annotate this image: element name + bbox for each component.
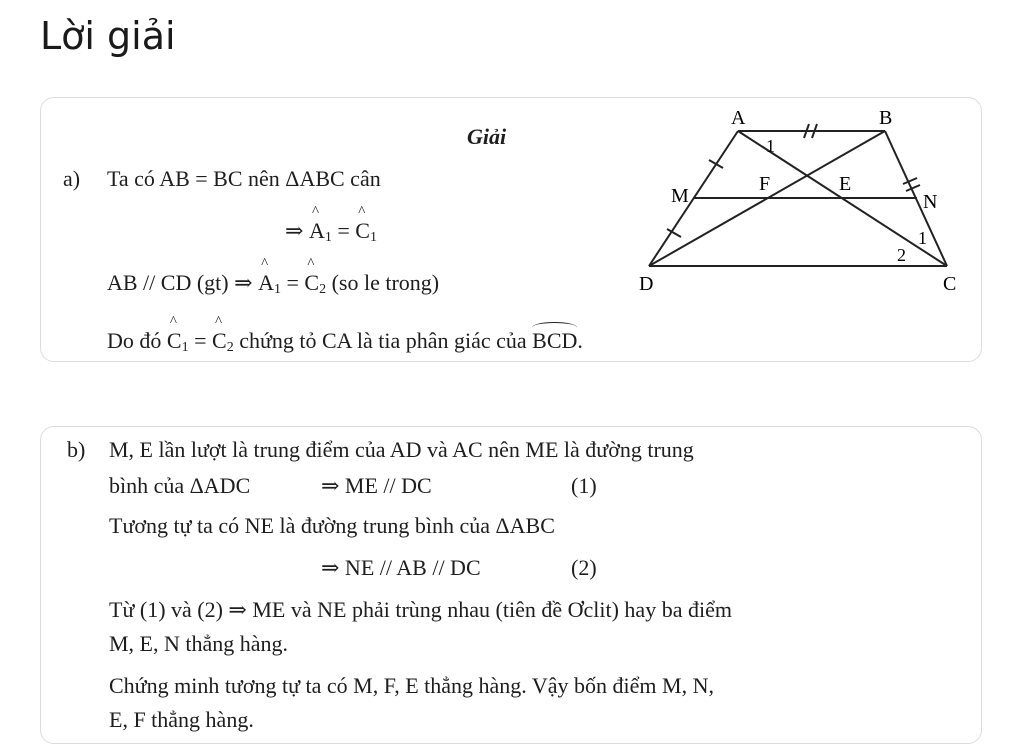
point-a-label: A [731, 107, 746, 129]
part-b-line7: Chứng minh tương tự ta có M, F, E thẳng hàng. Vậy bốn điểm M, N, [109, 673, 714, 698]
part-b-line3: Tương tự ta có NE là đường trung bình của ΔABC [109, 513, 555, 538]
part-a-line4: Do đó ^ $C_1$ = ^ $C_2$ chứng tỏ CA là tia phân giác của BCD. [107, 328, 583, 356]
point-c-label: C [943, 273, 957, 294]
solution-card-a [40, 97, 982, 362]
part-b-line5: Từ (1) và (2) ⇒ ME và NE phải trùng nhau (tiên đề Ơclit) hay ba điểm [109, 597, 732, 622]
part-b-line8: E, F thẳng hàng. [109, 707, 254, 732]
page-title: Lời giải [40, 14, 176, 58]
point-e-label: E [839, 173, 852, 195]
point-d-label: D [639, 273, 654, 294]
part-b-label: b) [67, 437, 86, 462]
solution-card-b [40, 426, 982, 744]
part-b-line6: M, E, N thẳng hàng. [109, 631, 289, 656]
angle-c1-mark: 1 [918, 228, 927, 248]
angle-a1-mark: 1 [766, 136, 775, 156]
point-f-label: F [759, 173, 771, 195]
angle-c2-mark: 2 [897, 245, 906, 265]
part-b-line2: bình của ΔADC [109, 473, 251, 498]
point-b-label: B [879, 107, 893, 129]
part-a-line1: Ta có AB = BC nên ΔABC cân [107, 166, 381, 191]
part-b-ref-1: (1) [571, 473, 597, 498]
point-m-label: M [671, 185, 689, 207]
point-n-label: N [923, 191, 938, 213]
part-b-line4: ⇒ NE // AB // DC [321, 555, 481, 580]
part-b-ref-2: (2) [571, 555, 597, 580]
part-a-label: a) [63, 166, 81, 191]
trapezoid-figure [631, 104, 971, 294]
part-b-line2-result: ⇒ ME // DC [321, 473, 432, 498]
part-b-line1: M, E lần lượt là trung điểm của AD và AC nên ME là đường trung [109, 437, 694, 462]
part-a-line3: AB // CD (gt) ⇒ ^ $A_1$ = ^ $C_2$ (so le trong) [107, 270, 439, 298]
part-a-line2: ⇒ ^ $A_1$ = ^ $C_1$ [285, 218, 377, 246]
solution-heading: Giải [467, 124, 507, 149]
